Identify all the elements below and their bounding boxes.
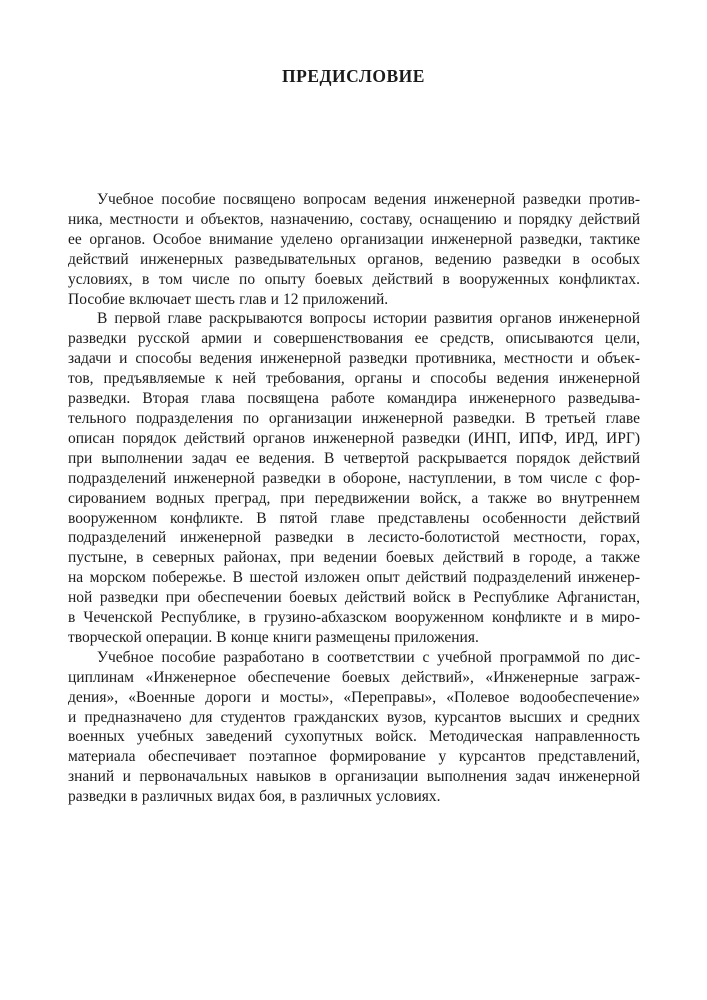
text-line: тельного подразделения по организации инженерной разведки. В третьей главе <box>68 409 640 427</box>
text-line: разведки русской армии и совершенствования ее средств, описываются цели, <box>68 330 640 348</box>
text-line: подразделений инженерной разведки в лесисто-болотистой местности, горах, <box>68 529 640 547</box>
text-line: вооруженном конфликте. В пятой главе представлены особенности действий <box>68 509 640 527</box>
text-line: ной разведки при обеспечении боевых действий войск в Республике Афганистан, <box>68 589 640 607</box>
text-line: ника, местности и объектов, назначению, составу, оснащению и порядку действий <box>68 210 640 228</box>
text-line: материала обеспечивает поэтапное формирование у курсантов представлений, <box>68 748 640 766</box>
text-line: разведки в различных видах боя, в различных условиях. <box>68 788 441 806</box>
text-line: знаний и первоначальных навыков в организации выполнения задач инженерной <box>68 768 640 786</box>
text-line: В первой главе раскрываются вопросы истории развития органов инженерной <box>97 310 640 328</box>
text-line: и предназначено для студентов гражданских вузов, курсантов высших и средних <box>68 708 640 726</box>
text-line: описан порядок действий органов инженерной разведки (ИНП, ИПФ, ИРД, ИРГ) <box>68 429 640 447</box>
text-line: пустыне, в северных районах, при ведении боевых действий в городе, а также <box>68 549 640 567</box>
page-title: ПРЕДИСЛОВИЕ <box>282 66 425 86</box>
text-line: при выполнении задач ее ведения. В четвертой раскрывается порядок действий <box>68 449 640 467</box>
text-line: военных учебных заведений сухопутных войск. Методическая направленность <box>68 728 640 746</box>
text-line: разведки. Вторая глава посвящена работе командира инженерного разведыва- <box>68 390 640 408</box>
text-line: творческой операции. В конце книги размещены приложения. <box>68 628 479 646</box>
text-line: Пособие включает шесть глав и 12 приложений. <box>68 290 389 308</box>
document-body <box>68 190 640 807</box>
text-line: задачи и способы ведения инженерной разведки противника, местности и объек- <box>68 350 640 368</box>
text-line: циплинам «Инженерное обеспечение боевых действий», «Инженерные заграж- <box>68 668 640 686</box>
paragraph <box>68 648 640 807</box>
text-line: ее органов. Особое внимание уделено организации инженерной разведки, тактике <box>68 230 640 248</box>
text-line: действий инженерных разведывательных органов, ведению разведки в особых <box>68 250 640 268</box>
text-line: на морском побережье. В шестой изложен опыт действий подразделений инженер- <box>68 569 640 587</box>
paragraph <box>68 309 640 647</box>
paragraph <box>68 190 640 309</box>
text-line: Учебное пособие посвящено вопросам ведения инженерной разведки против- <box>97 191 640 208</box>
text-line: в Чеченской Республике, в грузино-абхазском вооруженном конфликте и в миро- <box>68 609 640 627</box>
text-line: сированием водных преград, при передвижении войск, а также во внутреннем <box>68 489 640 507</box>
text-line: Учебное пособие разработано в соответствии с учебной программой по дис- <box>97 648 640 666</box>
text-line: тов, предъявляемые к ней требования, органы и способы ведения инженерной <box>68 370 640 388</box>
text-line: условиях, в том числе по опыту боевых действий в вооруженных конфликтах. <box>68 270 640 288</box>
text-line: дения», «Военные дороги и мосты», «Переправы», «Полевое водообеспечение» <box>68 688 640 706</box>
text-line: подразделений инженерной разведки в обороне, наступлении, в том числе с фор- <box>68 469 640 487</box>
